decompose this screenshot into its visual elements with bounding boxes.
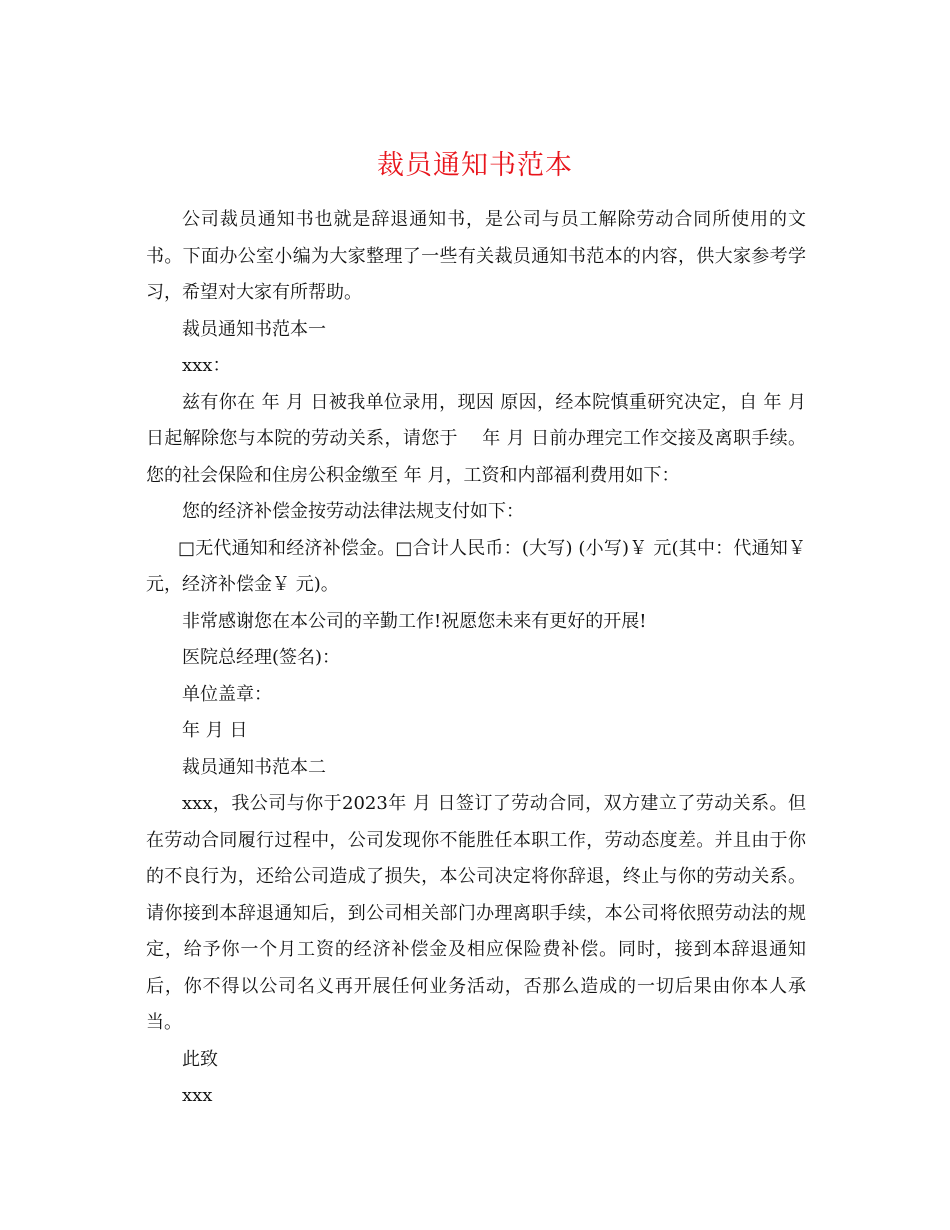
date-line: 年 月 日 bbox=[182, 720, 248, 741]
manager-signature-line: 医院总经理(签名)： bbox=[182, 647, 341, 668]
document-title: 裁员通知书范本 bbox=[377, 150, 573, 182]
section-heading-sample-one: 裁员通知书范本一 bbox=[182, 318, 326, 340]
salutation: xxx： bbox=[182, 355, 231, 376]
closing-name: xxx bbox=[182, 1085, 213, 1106]
thanks-paragraph: 非常感谢您在本公司的辛勤工作!祝愿您未来有更好的开展! bbox=[182, 610, 647, 632]
compensation-intro: 您的经济补偿金按劳动法律法规支付如下： bbox=[182, 501, 524, 522]
closing-phrase: 此致 bbox=[182, 1048, 218, 1070]
intro-paragraph: 公司裁员通知书也就是辞退通知书，是公司与员工解除劳动合同所使用的文书。下面办公室小编为大家整理了一些有关裁员通知书范本的内容，供大家参考学习，希望对大家有所帮助。 bbox=[146, 209, 806, 303]
document-body bbox=[146, 202, 806, 1115]
section-heading-sample-two: 裁员通知书范本二 bbox=[182, 756, 326, 778]
company-seal-line: 单位盖章： bbox=[182, 683, 272, 705]
compensation-options: □无代通知和经济补偿金。□合计人民币：(大写) (小写)￥ 元(其中：代通知￥ 元，经济补偿金￥ 元)。 bbox=[146, 537, 806, 595]
dismissal-paragraph: xxx，我公司与你于2023年 月 日签订了劳动合同，双方建立了劳动关系。但在劳动合同履行过程中，公司发现你不能胜任本职工作，劳动态度差。并且由于你的不良行为，还给公司造成了损失，本公司决定将你辞退，终止与你的劳动关系。请你接到本辞退通知后，到公司相关部门办理离职手续，本公司将依照劳动法的规定，给予你一个月工资的经济补偿金及相应保险费补偿。同时，接到本辞退通知后，你不得以公司名义再开展任何业务活动，否那么造成的一切后果由你本人承当。 bbox=[146, 793, 806, 1033]
notice-paragraph: 兹有你在 年 月 日被我单位录用，现因 原因，经本院慎重研究决定，自 年 月 日起解除您与本院的劳动关系，请您于 年 月 日前办理完工作交接及离职手续。您的社会保险和住房公积金缴至 年 月，工资和内部福利费用如下： bbox=[146, 391, 806, 486]
